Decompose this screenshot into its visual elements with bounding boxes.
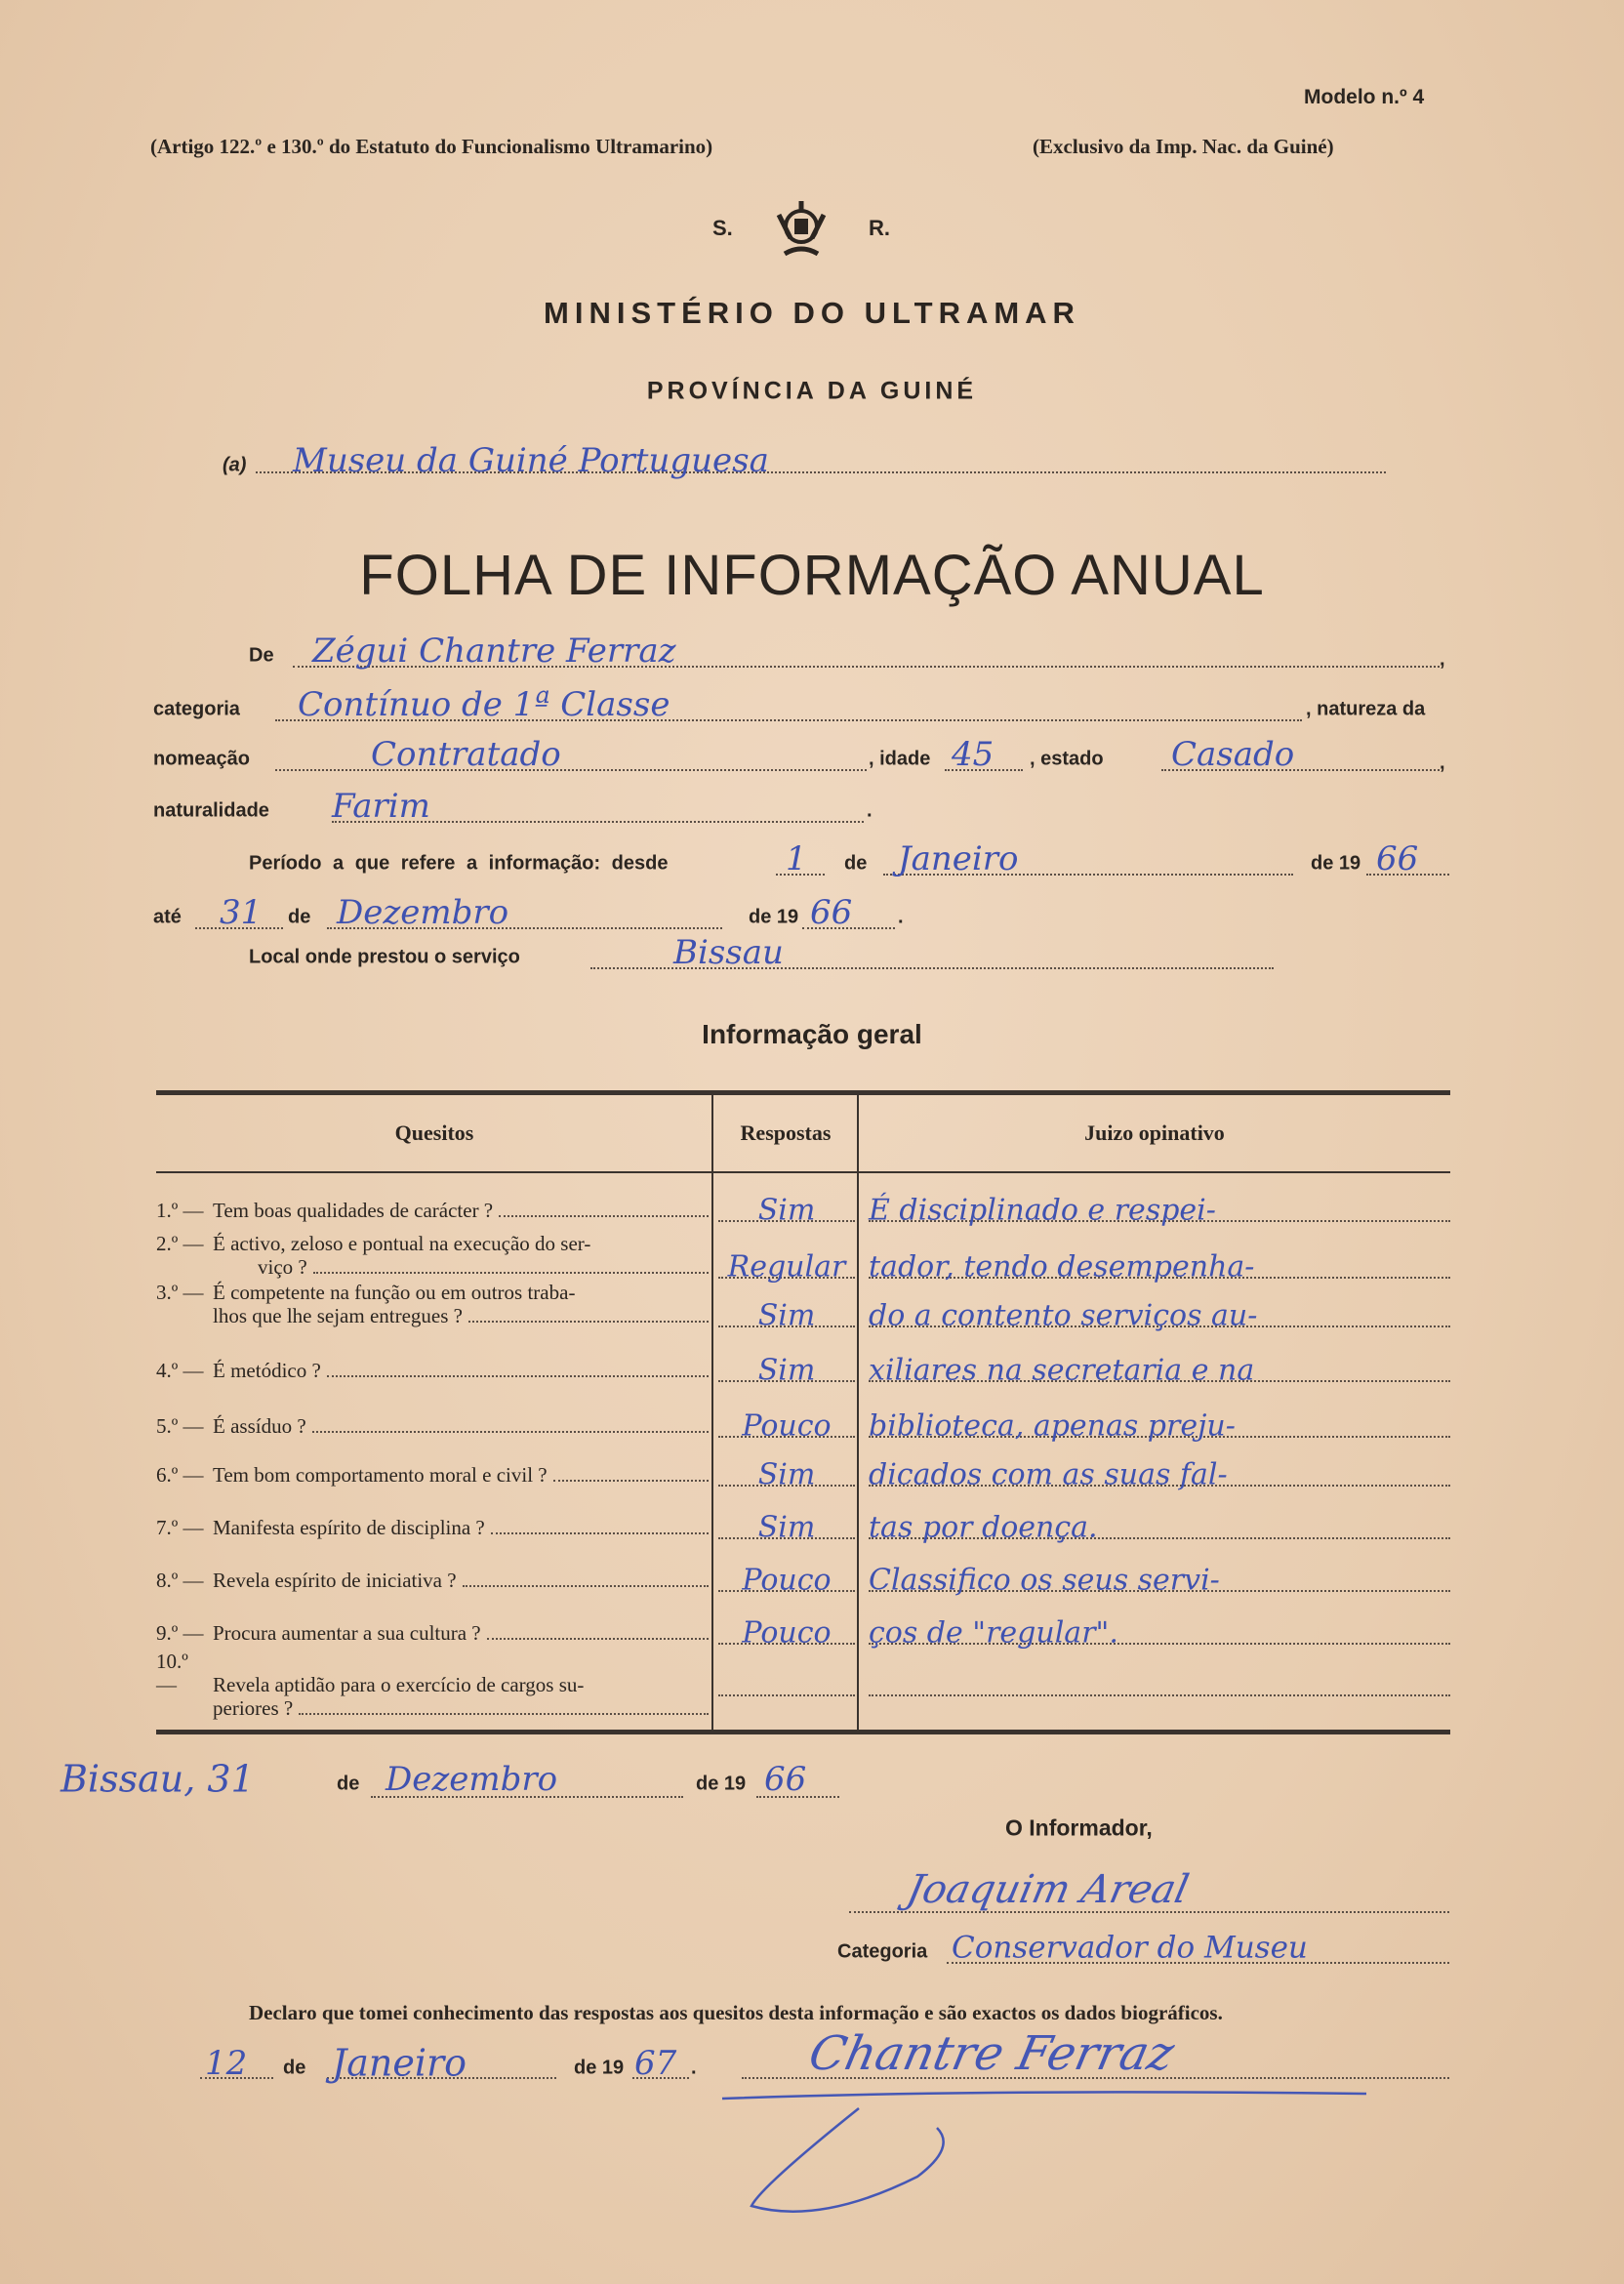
dotted-leader xyxy=(468,1321,709,1323)
dotted-leader xyxy=(491,1532,709,1534)
document-title: FOLHA DE INFORMAÇÃO ANUAL xyxy=(359,544,1265,607)
section-title: Informação geral xyxy=(702,1019,922,1049)
dotted-leader xyxy=(463,1585,709,1587)
place-day-value: Bissau, 31 xyxy=(61,1757,255,1801)
answer-value: Pouco xyxy=(742,1563,832,1598)
signature-flourish xyxy=(703,2069,1386,2225)
question-1 xyxy=(156,1199,712,1222)
nature-label: , natureza da xyxy=(1306,698,1426,720)
de-label: de xyxy=(288,906,311,928)
question-text: Tem bom comportamento moral e civil ? xyxy=(213,1463,548,1487)
question-text: É assíduo ? xyxy=(213,1414,306,1438)
to-day-value: 31 xyxy=(220,893,263,933)
question-text: Tem boas qualidades de carácter ? xyxy=(213,1199,494,1222)
question-line xyxy=(156,1232,712,1255)
header-questions: Quesitos xyxy=(394,1121,474,1145)
ack-day-value: 12 xyxy=(205,2044,248,2084)
question-line xyxy=(156,1463,712,1487)
year-value: 66 xyxy=(764,1760,807,1800)
question-text: Revela espírito de iniciativa ? xyxy=(213,1569,457,1592)
marital-status-value: Casado xyxy=(1171,735,1295,775)
informant-category-label: Categoria xyxy=(837,1940,928,1963)
dotted-leader xyxy=(327,1375,709,1377)
answer-line xyxy=(869,1694,1450,1696)
opinion-line: ços de "regular". xyxy=(869,1615,1118,1651)
question-line xyxy=(156,1569,712,1592)
question-number: 9.º — xyxy=(156,1621,204,1645)
question-9 xyxy=(156,1621,712,1645)
from-day-value: 1 xyxy=(786,839,807,879)
province-title: PROVÍNCIA DA GUINÉ xyxy=(646,377,978,405)
period-dot: . xyxy=(867,799,873,822)
question-line xyxy=(156,1516,712,1539)
declaration-text: Declaro que tomei conhecimento das respostas aos quesitos desta informação e são exactos os dados biográficos. xyxy=(249,2001,1223,2024)
question-text: Manifesta espírito de disciplina ? xyxy=(213,1516,485,1539)
appointment-label: nomeação xyxy=(153,748,250,770)
question-text: É metódico ? xyxy=(213,1359,321,1382)
question-line xyxy=(156,1199,712,1222)
period-label: Período a que refere a informação: desde xyxy=(249,852,669,875)
answer-value: Sim xyxy=(757,1193,816,1228)
answer-line xyxy=(718,1694,855,1696)
question-4 xyxy=(156,1359,712,1382)
ministry-title: MINISTÉRIO DO ULTRAMAR xyxy=(544,296,1080,330)
location-value: Bissau xyxy=(673,933,784,973)
appointment-value: Contratado xyxy=(371,735,561,775)
de-label: de xyxy=(283,2057,306,2079)
dotted-leader xyxy=(499,1215,709,1217)
answer-value: Sim xyxy=(757,1298,816,1333)
question-6 xyxy=(156,1463,712,1487)
seal-r: R. xyxy=(869,216,890,240)
opinion-line: É disciplinado e respei- xyxy=(869,1193,1216,1228)
answer-value: Pouco xyxy=(742,1408,832,1444)
header-opinion: Juizo opinativo xyxy=(1084,1121,1225,1145)
comma: , xyxy=(1440,648,1445,671)
question-text: viço ? xyxy=(258,1255,307,1279)
name-value: Zégui Chantre Ferraz xyxy=(312,632,676,672)
dotted-leader xyxy=(313,1272,709,1274)
opinion-line: biblioteca, apenas preju- xyxy=(869,1408,1236,1444)
model-number: Modelo n.º 4 xyxy=(1304,86,1425,108)
question-number: 3.º — xyxy=(156,1281,204,1304)
de-19-label: de 19 xyxy=(1311,852,1361,875)
question-number: 8.º — xyxy=(156,1569,204,1592)
question-2 xyxy=(156,1232,712,1279)
opinion-line: do a contento serviços au- xyxy=(869,1298,1258,1333)
dotted-leader xyxy=(553,1480,709,1482)
question-line xyxy=(156,1414,712,1438)
header-divider xyxy=(156,1171,1450,1173)
opinion-line: xiliares na secretaria e na xyxy=(869,1353,1255,1388)
dotted-leader xyxy=(487,1638,709,1640)
ack-month-value: Janeiro xyxy=(332,2041,467,2085)
employee-signature: Chantre Ferraz xyxy=(804,2025,1179,2081)
question-text: periores ? xyxy=(213,1696,294,1720)
question-line xyxy=(156,1281,712,1304)
age-label: , idade xyxy=(869,748,931,770)
period-dot: . xyxy=(898,906,904,928)
question-number: 4.º — xyxy=(156,1359,204,1382)
department-value: Museu da Guiné Portuguesa xyxy=(293,441,769,481)
question-line xyxy=(156,1255,712,1279)
answer-value: Sim xyxy=(757,1457,816,1492)
birthplace-label: naturalidade xyxy=(153,799,269,822)
comma: , xyxy=(1440,752,1445,774)
question-line xyxy=(156,1650,712,1696)
seal-s: S. xyxy=(712,216,733,240)
de-19-label: de 19 xyxy=(749,906,799,928)
header-answers: Respostas xyxy=(740,1121,832,1145)
ack-year-value: 67 xyxy=(634,2044,677,2084)
de-19-label: de 19 xyxy=(696,1773,747,1795)
answer-value: Sim xyxy=(757,1353,816,1388)
a-label: (a) xyxy=(223,454,247,476)
informant-signature: Joaquim Areal xyxy=(903,1866,1193,1912)
question-number: 1.º — xyxy=(156,1199,204,1222)
ack-dot: . xyxy=(691,2057,697,2079)
question-line xyxy=(156,1304,712,1327)
opinion-line: dicados com as suas fal- xyxy=(869,1457,1228,1492)
coat-of-arms-icon xyxy=(771,199,832,262)
question-line xyxy=(156,1359,712,1382)
question-line xyxy=(156,1621,712,1645)
question-number: 5.º — xyxy=(156,1414,204,1438)
answer-value: Regular xyxy=(727,1249,846,1285)
from-year-value: 66 xyxy=(1376,839,1419,879)
dotted-leader xyxy=(312,1431,709,1433)
to-year-value: 66 xyxy=(810,893,853,933)
article-reference: (Artigo 122.º e 130.º do Estatuto do Funcionalismo Ultramarino) xyxy=(150,135,713,158)
month-value: Dezembro xyxy=(386,1760,558,1800)
until-label: até xyxy=(153,906,182,928)
opinion-line: tador, tendo desempenha- xyxy=(869,1249,1255,1285)
opinion-line: tas por doença. xyxy=(869,1510,1098,1545)
question-7 xyxy=(156,1516,712,1539)
question-line xyxy=(156,1696,712,1720)
table-top-border xyxy=(156,1090,1450,1095)
question-text: Procura aumentar a sua cultura ? xyxy=(213,1621,481,1645)
question-text: É activo, zeloso e pontual na execução do ser- xyxy=(213,1232,591,1255)
name-label: De xyxy=(249,644,274,667)
from-month-value: Janeiro xyxy=(898,839,1019,879)
location-label: Local onde prestou o serviço xyxy=(249,946,520,968)
category-label: categoria xyxy=(153,698,240,720)
question-text: lhos que lhe sejam entregues ? xyxy=(213,1304,463,1327)
birthplace-value: Farim xyxy=(332,787,430,827)
to-month-value: Dezembro xyxy=(337,893,509,933)
age-value: 45 xyxy=(952,735,995,775)
de-label: de xyxy=(844,852,868,875)
de-label: de xyxy=(337,1773,360,1795)
question-text: Revela aptidão para o exercício de cargos su- xyxy=(213,1673,585,1696)
dotted-leader xyxy=(299,1713,709,1715)
question-5 xyxy=(156,1414,712,1438)
answer-value: Pouco xyxy=(742,1615,832,1651)
question-number: 6.º — xyxy=(156,1463,204,1487)
marital-status-label: , estado xyxy=(1030,748,1104,770)
de-19-label: de 19 xyxy=(574,2057,625,2079)
answer-value: Sim xyxy=(757,1510,816,1545)
table-bottom-border xyxy=(156,1730,1450,1734)
informant-label: O Informador, xyxy=(1005,1815,1153,1841)
printer-note: (Exclusivo da Imp. Nac. da Guiné) xyxy=(1033,135,1334,158)
question-8 xyxy=(156,1569,712,1592)
question-10 xyxy=(156,1650,712,1720)
question-number: 10.º — xyxy=(156,1650,188,1696)
question-3 xyxy=(156,1281,712,1327)
category-value: Contínuo de 1ª Classe xyxy=(298,685,670,725)
question-number: 7.º — xyxy=(156,1516,204,1539)
opinion-line: Classifico os seus servi- xyxy=(869,1563,1220,1598)
question-number: 2.º — xyxy=(156,1232,204,1255)
question-text: É competente na função ou em outros traba- xyxy=(213,1281,576,1304)
appointment-line xyxy=(275,769,867,771)
column-divider xyxy=(857,1095,859,1730)
informant-category-value: Conservador do Museu xyxy=(952,1930,1308,1966)
